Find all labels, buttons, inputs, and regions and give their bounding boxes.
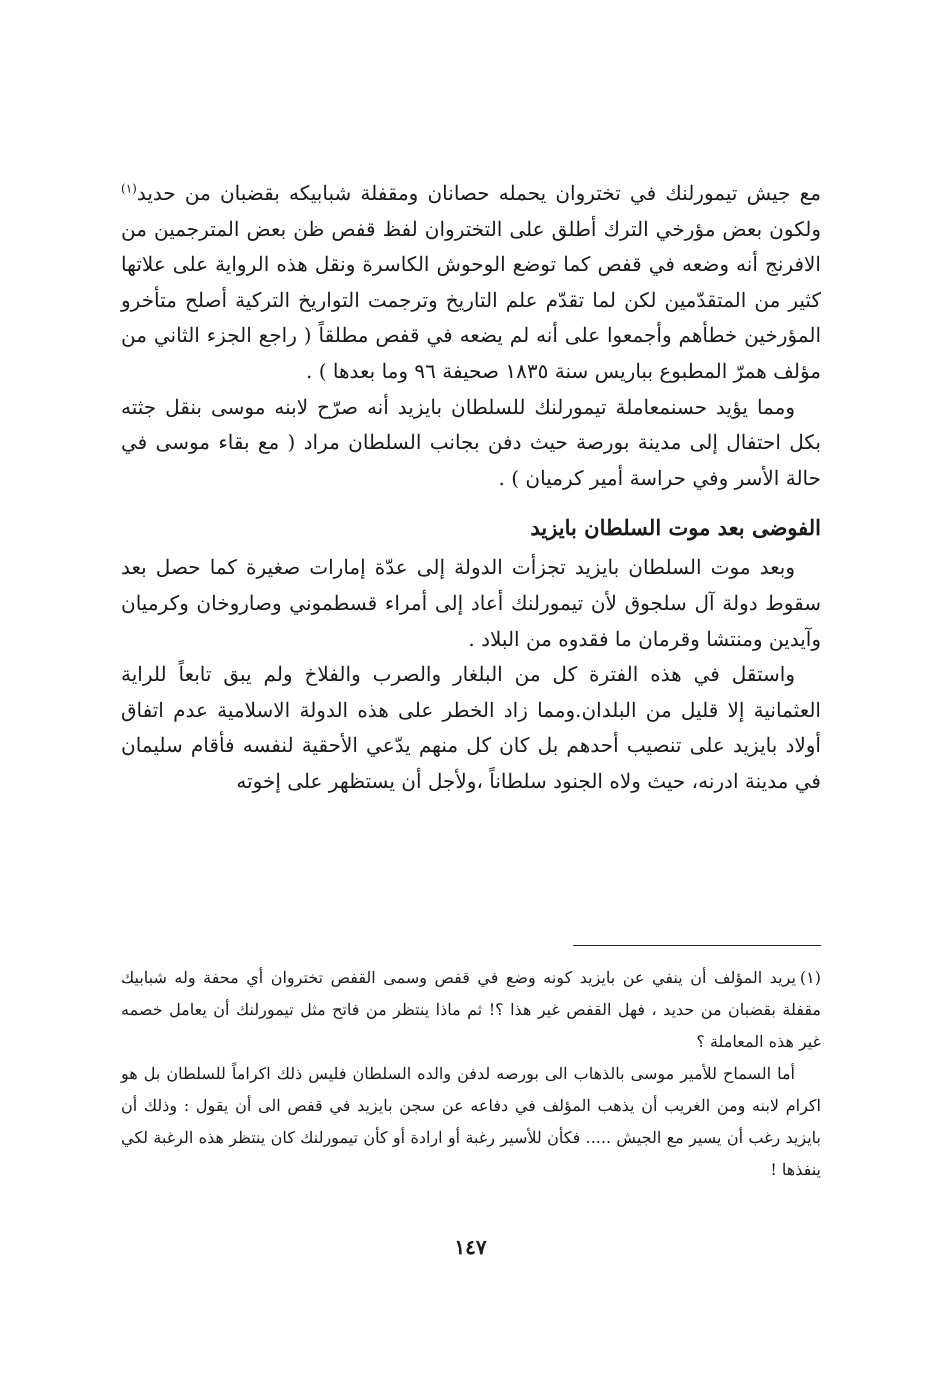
footnote-1-continued: أما السماح للأمير موسى بالذهاب الى بورصه لدفن والده السلطان فليس ذلك اكراماً للسلطان بل هو اكرام لابنه ومن الغريب أن يذهب المؤلف في دفاعه عن سجن بايزيد في قفص الى أن يقول : وذلك أن بايزيد رغب أن يسير مع الجيش ..... فكأن للأسير رغبة أو ارادة أو كأن تيمورلنك كان ينتظر هذه الرغبة لكي ينفذها ! [121, 1064, 821, 1179]
footnotes [121, 962, 821, 1186]
paragraph-4: واستقل في هذه الفترة كل من البلغار والصرب والفلاخ ولم يبق تابعاً للراية العثمانية إلا قليل من البلدان.ومما زاد الخطر على هذه الدولة الاسلامية عدم اتفاق أولاد بايزيد على تنصيب أحدهم بل كان كل منهم يدّعي الأحقية لنفسه فأقام سليمان في مدينة ادرنه، حيث ولاه الجنود سلطاناً ،ولأجل أن يستظهر على إخوته [121, 662, 821, 793]
footnote-reference[interactable]: (١) [121, 181, 137, 196]
paragraph-1-continuation: ولكون بعض مؤرخي الترك أطلق على التختروان لفظ قفص ظن بعض المترجمين من الافرنج أنه وضعه في قفص كما توضع الوحوش الكاسرة ونقل هذه الرواية على علاتها كثير من المتقدّمين لكن لما تقدّم علم التاريخ وترجمت التواريخ التركية أصلح متأخرو المؤرخين خطأهم وأجمعوا على أنه لم يضعه في قفص مطلقاً ( راجع الجزء الثاني من مؤلف همرّ المطبوع بباريس سنة ١٨٣٥ صحيفة ٩٦ وما بعدها ) . [121, 216, 821, 383]
section-heading: الفوضى بعد موت السلطان بايزيد [530, 515, 821, 541]
paragraph-2: ومما يؤيد حسنمعاملة تيمورلنك للسلطان بايزيد أنه صرّح لابنه موسى بنقل جثته بكل احتفال إلى مدينة بورصة حيث دفن بجانب السلطان مراد ( مع بقاء موسى في حالة الأسر وفي حراسة أمير كرميان ) . [121, 394, 821, 490]
main-text [121, 176, 821, 800]
page-number: ١٤٧ [454, 1235, 487, 1259]
footnote-1-text: يريد المؤلف أن ينفي عن بايزيد كونه وضع في قفص وسمى القفص تختروان أي محفة وله شبابيك مقفلة بقضبان من حديد ، فهل القفص غير هذا ؟! ثم ماذا ينتظر من فاتح مثل تيمورلنك أن يعامل خصمه غير هذه المعاملة ؟ [121, 968, 821, 1051]
paragraph-3: وبعد موت السلطان بايزيد تجزأت الدولة إلى عدّة إمارات صغيرة كما حصل بعد سقوط دولة آل سلجوق لأن تيمورلنك أعاد إلى أمراء قسطموني وصاروخان وكرميان وآيدين ومنتشا وقرمان ما فقدوه من البلاد . [121, 555, 821, 651]
paragraph-1-text: مع جيش تيمورلنك في تختروان يحمله حصانان ومقفلة شبابيكه بقضبان من حديد [136, 181, 821, 205]
paragraph-1 [121, 176, 821, 390]
footnote-1-number: (١) [799, 968, 821, 987]
footnote-divider [573, 945, 821, 946]
footnote-1 [121, 962, 821, 1058]
